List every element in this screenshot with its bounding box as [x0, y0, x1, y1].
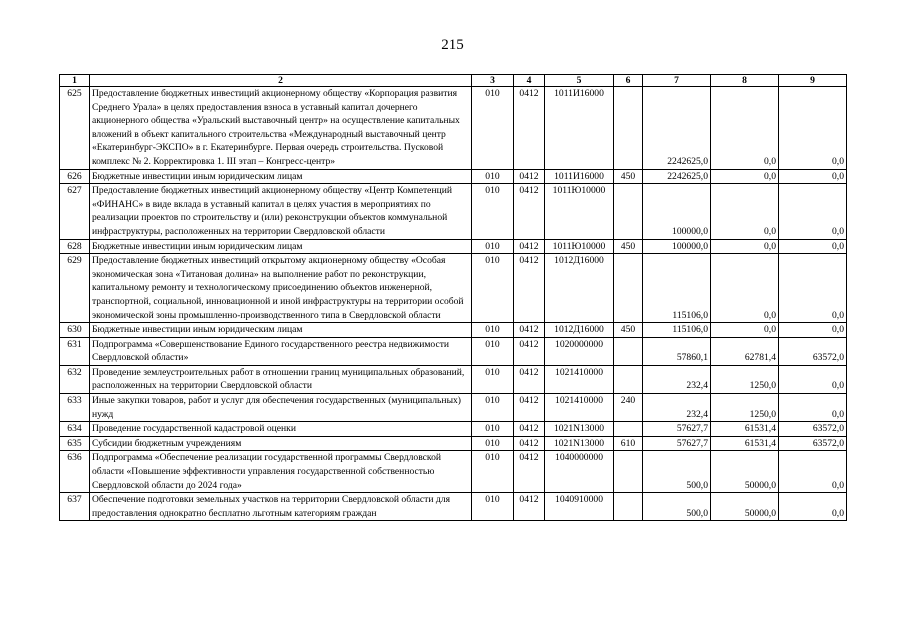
row-amount-year1: 100000,0: [643, 184, 711, 239]
table-row: [60, 365, 847, 393]
table-row: [60, 254, 847, 323]
row-code-ministry: 010: [472, 323, 514, 338]
column-header: 6: [614, 75, 643, 87]
row-code-target: 1021410000: [545, 394, 614, 422]
row-code-ministry: 010: [472, 365, 514, 393]
table-row: [60, 169, 847, 184]
row-code-target: 1012Д16000: [545, 254, 614, 323]
row-code-section: 0412: [514, 323, 545, 338]
row-amount-year2: 1250,0: [711, 394, 779, 422]
row-code-expense-type: [614, 422, 643, 437]
column-header: 1: [60, 75, 90, 87]
column-header: 9: [779, 75, 847, 87]
row-code-expense-type: [614, 365, 643, 393]
row-code-ministry: 010: [472, 239, 514, 254]
row-amount-year1: 115106,0: [643, 323, 711, 338]
row-code-section: 0412: [514, 184, 545, 239]
row-description: Предоставление бюджетных инвестиций акционерному обществу «Корпорация развития Среднего Урала» в целях предоставления взноса в уставный капитал дочернего акционерного общества «Уральский выставочный центр» на осуществление капитальных вложений в объект капитального строительства «Международный выставочный центр «Екатеринбург-ЭКСПО» в г. Екатеринбурге. Первая очередь строительства. Пусковой комплекс № 2. Корректировка 1. III этап – Конгресс-центр»: [90, 87, 472, 170]
row-amount-year1: 2242625,0: [643, 169, 711, 184]
row-code-ministry: 010: [472, 451, 514, 493]
row-description: Подпрограмма «Обеспечение реализации государственной программы Свердловской области «Повышение эффективности управления государственной собственностью Свердловской области до 2024 года»: [90, 451, 472, 493]
row-code-target: 1011И16000: [545, 169, 614, 184]
row-amount-year3: 0,0: [779, 493, 847, 521]
row-number: 635: [60, 436, 90, 451]
table-row: [60, 493, 847, 521]
table-row: [60, 394, 847, 422]
row-amount-year1: 232,4: [643, 394, 711, 422]
row-code-expense-type: [614, 254, 643, 323]
row-amount-year3: 63572,0: [779, 337, 847, 365]
row-amount-year3: 0,0: [779, 239, 847, 254]
row-code-expense-type: 450: [614, 239, 643, 254]
table-row: [60, 87, 847, 170]
row-code-expense-type: 450: [614, 169, 643, 184]
row-description: Бюджетные инвестиции иным юридическим лицам: [90, 169, 472, 184]
row-amount-year2: 61531,4: [711, 422, 779, 437]
row-code-expense-type: [614, 87, 643, 170]
row-amount-year1: 57627,7: [643, 422, 711, 437]
column-header: 5: [545, 75, 614, 87]
table-row: [60, 239, 847, 254]
row-code-expense-type: [614, 451, 643, 493]
row-amount-year2: 0,0: [711, 184, 779, 239]
row-number: 625: [60, 87, 90, 170]
row-code-section: 0412: [514, 87, 545, 170]
row-code-target: 1040000000: [545, 451, 614, 493]
row-number: 636: [60, 451, 90, 493]
row-code-expense-type: 610: [614, 436, 643, 451]
row-code-ministry: 010: [472, 184, 514, 239]
row-code-section: 0412: [514, 394, 545, 422]
column-header: 3: [472, 75, 514, 87]
column-header: 7: [643, 75, 711, 87]
row-amount-year2: 1250,0: [711, 365, 779, 393]
row-code-ministry: 010: [472, 436, 514, 451]
row-code-target: 1021N13000: [545, 422, 614, 437]
row-code-ministry: 010: [472, 422, 514, 437]
row-amount-year3: 0,0: [779, 184, 847, 239]
table-row: [60, 337, 847, 365]
row-code-expense-type: [614, 493, 643, 521]
row-amount-year3: 63572,0: [779, 422, 847, 437]
row-description: Субсидии бюджетным учреждениям: [90, 436, 472, 451]
row-amount-year3: 0,0: [779, 169, 847, 184]
row-number: 627: [60, 184, 90, 239]
row-amount-year3: 0,0: [779, 451, 847, 493]
row-code-section: 0412: [514, 365, 545, 393]
row-code-section: 0412: [514, 169, 545, 184]
row-description: Предоставление бюджетных инвестиций акционерному обществу «Центр Компетенций «ФИНАНС» в виде вклада в уставный капитал в целях участия в мероприятиях по реализации проектов по строительству и (или) реконструкции объектов коммунальной инфраструктуры, расположенных на территории Свердловской области: [90, 184, 472, 239]
row-amount-year1: 115106,0: [643, 254, 711, 323]
row-amount-year1: 2242625,0: [643, 87, 711, 170]
page-number: 215: [441, 37, 464, 53]
row-code-target: 1011Ю10000: [545, 239, 614, 254]
row-amount-year2: 0,0: [711, 169, 779, 184]
row-code-target: 1021410000: [545, 365, 614, 393]
row-code-section: 0412: [514, 451, 545, 493]
row-amount-year3: 0,0: [779, 394, 847, 422]
row-amount-year2: 0,0: [711, 323, 779, 338]
row-number: 629: [60, 254, 90, 323]
row-code-ministry: 010: [472, 254, 514, 323]
row-code-section: 0412: [514, 422, 545, 437]
row-amount-year2: 50000,0: [711, 493, 779, 521]
row-number: 634: [60, 422, 90, 437]
column-header: 2: [90, 75, 472, 87]
row-amount-year3: 0,0: [779, 323, 847, 338]
table-row: [60, 422, 847, 437]
column-header: 4: [514, 75, 545, 87]
row-code-target: 1011И16000: [545, 87, 614, 170]
row-code-section: 0412: [514, 436, 545, 451]
row-description: Предоставление бюджетных инвестиций открытому акционерному обществу «Особая экономическая зона «Титановая долина» на выполнение работ по реконструкции, капитальному ремонту и технологическому присоединению объектов инженерной, транспортной, социальной, инновационной и иной инфраструктуры на территории особой экономической зоны промышленно-производственного типа в Свердловской области: [90, 254, 472, 323]
row-code-ministry: 010: [472, 87, 514, 170]
row-code-section: 0412: [514, 493, 545, 521]
row-code-section: 0412: [514, 337, 545, 365]
row-description: Проведение государственной кадастровой оценки: [90, 422, 472, 437]
row-amount-year3: 0,0: [779, 254, 847, 323]
row-amount-year3: 0,0: [779, 365, 847, 393]
row-description: Подпрограмма «Совершенствование Единого государственного реестра недвижимости Свердловской области»: [90, 337, 472, 365]
row-amount-year2: 0,0: [711, 254, 779, 323]
row-code-ministry: 010: [472, 169, 514, 184]
table-row: [60, 451, 847, 493]
row-amount-year1: 232,4: [643, 365, 711, 393]
row-amount-year2: 50000,0: [711, 451, 779, 493]
budget-table: [59, 74, 847, 521]
row-number: 632: [60, 365, 90, 393]
row-code-expense-type: [614, 337, 643, 365]
table-row: [60, 436, 847, 451]
row-description: Обеспечение подготовки земельных участков на территории Свердловской области для предоставления однократно бесплатно льготным категориям граждан: [90, 493, 472, 521]
row-amount-year2: 0,0: [711, 239, 779, 254]
row-amount-year1: 57860,1: [643, 337, 711, 365]
row-code-target: 1021N13000: [545, 436, 614, 451]
row-number: 637: [60, 493, 90, 521]
row-description: Бюджетные инвестиции иным юридическим лицам: [90, 323, 472, 338]
row-code-ministry: 010: [472, 493, 514, 521]
row-amount-year1: 500,0: [643, 451, 711, 493]
row-number: 628: [60, 239, 90, 254]
row-amount-year3: 63572,0: [779, 436, 847, 451]
row-amount-year2: 0,0: [711, 87, 779, 170]
row-number: 631: [60, 337, 90, 365]
row-description: Проведение землеустроительных работ в отношении границ муниципальных образований, расположенных на территории Свердловской области: [90, 365, 472, 393]
row-amount-year1: 500,0: [643, 493, 711, 521]
row-number: 633: [60, 394, 90, 422]
row-amount-year2: 62781,4: [711, 337, 779, 365]
row-description: Бюджетные инвестиции иным юридическим лицам: [90, 239, 472, 254]
row-code-section: 0412: [514, 239, 545, 254]
row-code-section: 0412: [514, 254, 545, 323]
table-header-row: [60, 75, 847, 87]
row-code-expense-type: [614, 184, 643, 239]
row-description: Иные закупки товаров, работ и услуг для обеспечения государственных (муниципальных) нужд: [90, 394, 472, 422]
row-number: 626: [60, 169, 90, 184]
table-row: [60, 184, 847, 239]
row-code-expense-type: 450: [614, 323, 643, 338]
table-row: [60, 323, 847, 338]
row-code-target: 1012Д16000: [545, 323, 614, 338]
row-amount-year2: 61531,4: [711, 436, 779, 451]
row-code-ministry: 010: [472, 394, 514, 422]
row-amount-year1: 100000,0: [643, 239, 711, 254]
row-amount-year3: 0,0: [779, 87, 847, 170]
row-number: 630: [60, 323, 90, 338]
row-amount-year1: 57627,7: [643, 436, 711, 451]
column-header: 8: [711, 75, 779, 87]
row-code-target: 1040910000: [545, 493, 614, 521]
row-code-target: 1020000000: [545, 337, 614, 365]
row-code-ministry: 010: [472, 337, 514, 365]
row-code-target: 1011Ю10000: [545, 184, 614, 239]
row-code-expense-type: 240: [614, 394, 643, 422]
